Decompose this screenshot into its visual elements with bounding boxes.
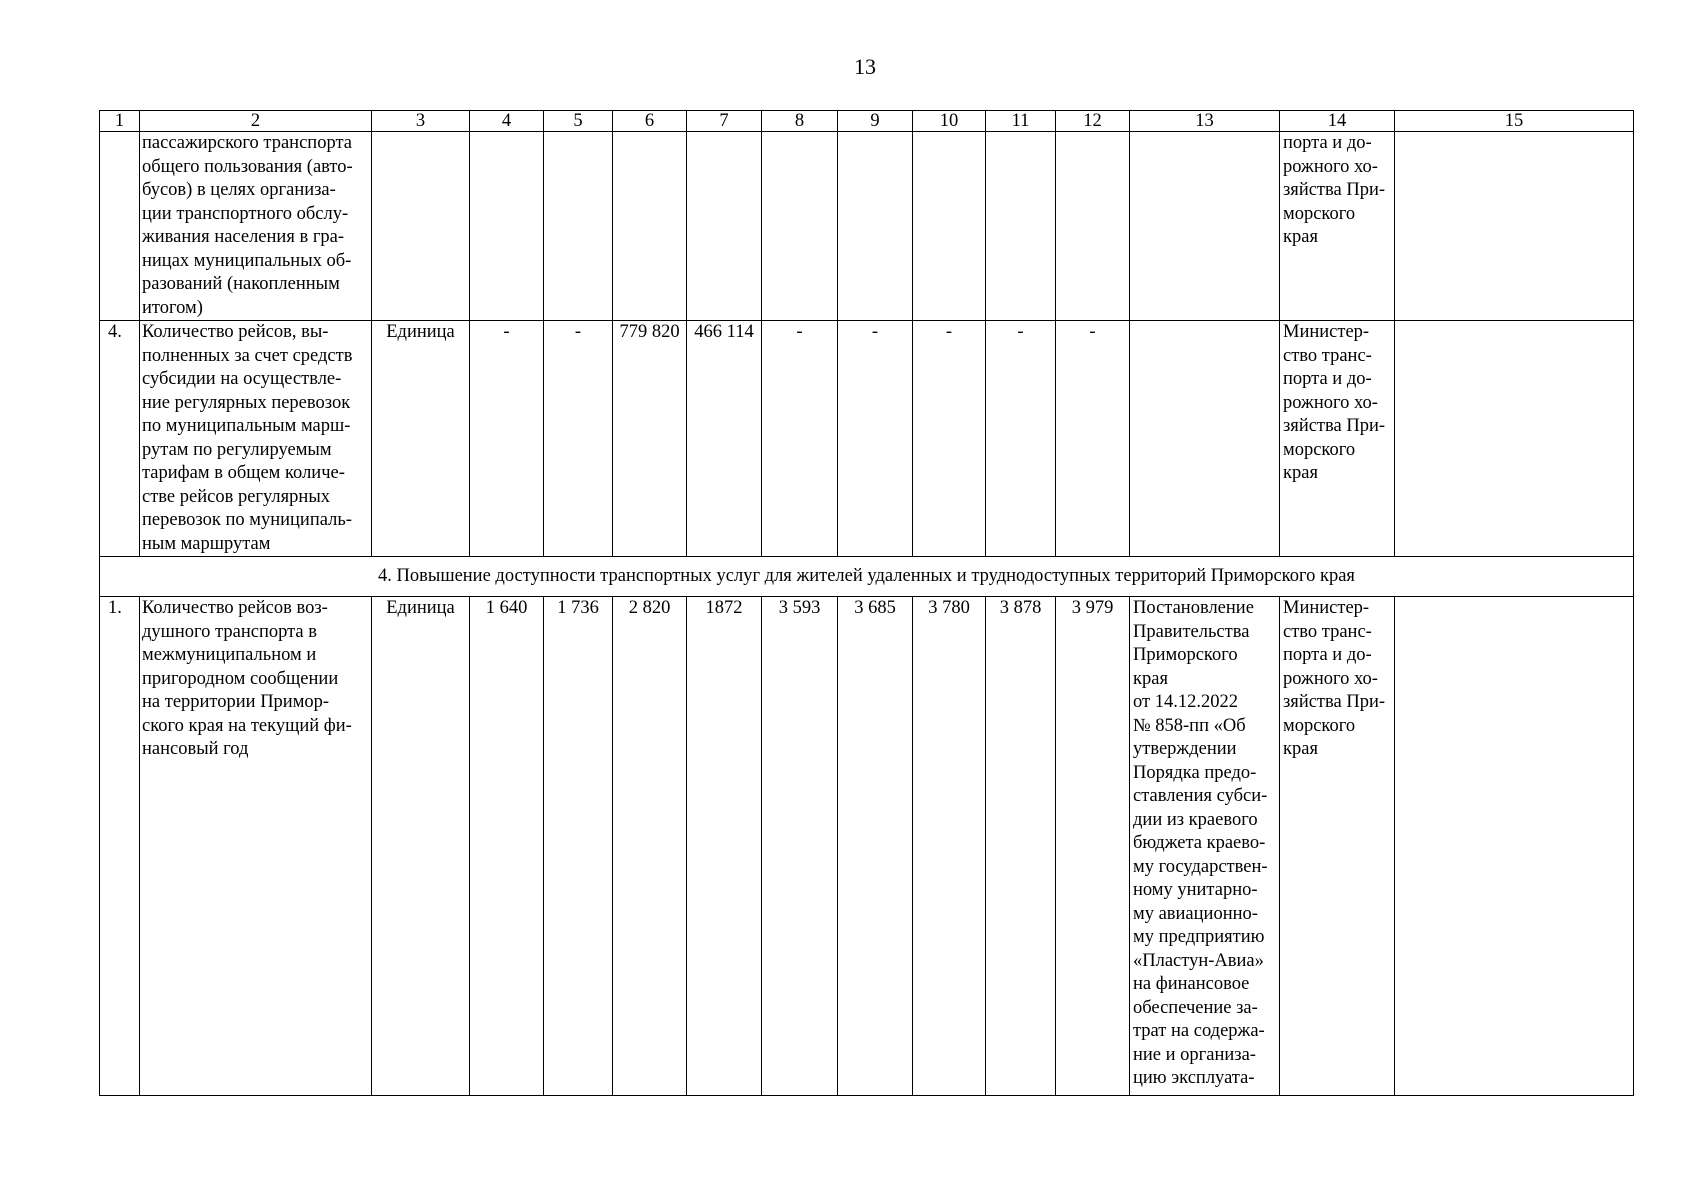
value-cell: -	[762, 321, 838, 557]
value-cell	[986, 132, 1056, 321]
row-number-cell	[100, 132, 140, 321]
header-cell: 11	[986, 111, 1056, 132]
indicators-table	[99, 110, 1634, 1096]
value-cell: -	[544, 321, 613, 557]
header-cell: 10	[913, 111, 986, 132]
responsible-cell: Министер- ство транс- порта и до- рожного хо- зяйства При- морского края	[1280, 597, 1395, 1096]
value-cell: 3 878	[986, 597, 1056, 1096]
value-cell	[913, 132, 986, 321]
table-row	[100, 597, 1634, 1096]
row-number-cell: 1.	[100, 597, 140, 1096]
value-cell	[613, 132, 687, 321]
indicator-name-cell: Количество рейсов, вы- полненных за счет средств субсидии на осуществле- ние регулярных перевозок по муниципальным марш- рутам по регулируемым тарифам в общем количе- стве рейсов регулярных перевозок по муниципаль- ным маршрутам	[140, 321, 372, 557]
header-cell: 14	[1280, 111, 1395, 132]
value-cell: 1 736	[544, 597, 613, 1096]
value-cell: -	[470, 321, 544, 557]
value-cell	[687, 132, 762, 321]
value-cell	[762, 132, 838, 321]
value-cell	[470, 132, 544, 321]
header-cell: 1	[100, 111, 140, 132]
row-number-cell: 4.	[100, 321, 140, 557]
value-cell: 3 593	[762, 597, 838, 1096]
unit-cell: Единица	[372, 597, 470, 1096]
header-cell: 9	[838, 111, 913, 132]
header-cell: 3	[372, 111, 470, 132]
note-cell	[1395, 321, 1634, 557]
header-cell: 7	[687, 111, 762, 132]
header-cell: 4	[470, 111, 544, 132]
section-row	[100, 557, 1634, 597]
header-cell: 2	[140, 111, 372, 132]
value-cell: 466 114	[687, 321, 762, 557]
table-header-row	[100, 111, 1634, 132]
value-cell: 2 820	[613, 597, 687, 1096]
value-cell	[838, 132, 913, 321]
basis-document-cell	[1130, 321, 1280, 557]
value-cell	[544, 132, 613, 321]
value-cell: 3 979	[1056, 597, 1130, 1096]
value-cell: 779 820	[613, 321, 687, 557]
header-cell: 6	[613, 111, 687, 132]
value-cell: 1872	[687, 597, 762, 1096]
basis-document-cell: Постановление Правительства Приморского края от 14.12.2022 № 858-пп «Об утверждении Порядка предо- ставления субси- дии из краевого бюджета краево- му государствен- ному унитарно- му авиационно- му предприятию «Пластун-Авиа» на финансовое обеспечение за- трат на содержа- ние и организа- цию эксплуата-	[1130, 597, 1280, 1096]
table-row	[100, 321, 1634, 557]
header-cell: 5	[544, 111, 613, 132]
table-row	[100, 132, 1634, 321]
value-cell: 3 685	[838, 597, 913, 1096]
unit-cell: Единица	[372, 321, 470, 557]
header-cell: 13	[1130, 111, 1280, 132]
value-cell: -	[913, 321, 986, 557]
indicator-name-cell: Количество рейсов воз- душного транспорта в межмуниципальном и пригородном сообщении на территории Примор- ского края на текущий фи- нансовый год	[140, 597, 372, 1096]
value-cell: -	[986, 321, 1056, 557]
indicator-name-cell: пассажирского транспорта общего пользования (авто- бусов) в целях организа- ции транспортного обслу- живания населения в гра- ницах муниципальных об- разований (накопленным итогом)	[140, 132, 372, 321]
responsible-cell: порта и до- рожного хо- зяйства При- морского края	[1280, 132, 1395, 321]
note-cell	[1395, 597, 1634, 1096]
header-cell: 8	[762, 111, 838, 132]
responsible-cell: Министер- ство транс- порта и до- рожного хо- зяйства При- морского края	[1280, 321, 1395, 557]
value-cell: -	[1056, 321, 1130, 557]
unit-cell	[372, 132, 470, 321]
note-cell	[1395, 132, 1634, 321]
value-cell: -	[838, 321, 913, 557]
header-cell: 12	[1056, 111, 1130, 132]
section-heading: 4. Повышение доступности транспортных услуг для жителей удаленных и труднодоступных территорий Приморского края	[100, 557, 1634, 597]
basis-document-cell	[1130, 132, 1280, 321]
value-cell: 3 780	[913, 597, 986, 1096]
value-cell	[1056, 132, 1130, 321]
page-number: 13	[854, 54, 876, 79]
value-cell: 1 640	[470, 597, 544, 1096]
header-cell: 15	[1395, 111, 1634, 132]
